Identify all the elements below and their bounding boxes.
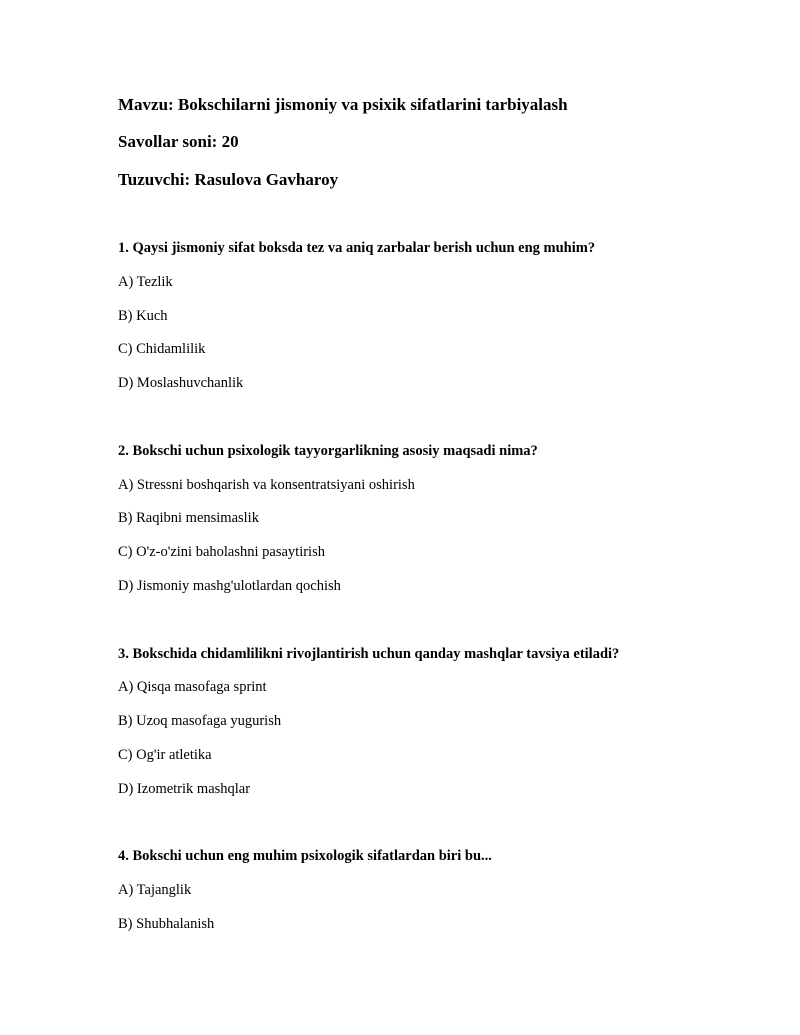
answer-option: D) Izometrik mashqlar	[118, 781, 251, 797]
answer-option: D) Jismoniy mashg'ulotlardan qochish	[118, 578, 341, 594]
question-title: 3. Bokschida chidamlilikni rivojlantirish uchun qanday mashqlar tavsiya etiladi?	[118, 646, 620, 662]
topic-heading: Mavzu: Bokschilarni jismoniy va psixik sifatlarini tarbiyalash	[118, 95, 568, 114]
question-title: 1. Qaysi jismoniy sifat boksda tez va aniq zarbalar berish uchun eng muhim?	[118, 240, 596, 256]
answer-option: A) Tezlik	[118, 274, 173, 290]
answer-option: C) Og'ir atletika	[118, 747, 212, 763]
answer-option: A) Qisqa masofaga sprint	[118, 679, 267, 695]
question-title: 4. Bokschi uchun eng muhim psixologik sifatlardan biri bu...	[118, 848, 492, 864]
answer-option: B) Uzoq masofaga yugurish	[118, 713, 282, 729]
answer-option: A) Stressni boshqarish va konsentratsiyani oshirish	[118, 477, 415, 493]
question-title: 2. Bokschi uchun psixologik tayyorgarlikning asosiy maqsadi nima?	[118, 443, 538, 459]
author-heading: Tuzuvchi: Rasulova Gavharoy	[118, 170, 339, 189]
answer-option: A) Tajanglik	[118, 882, 192, 898]
answer-option: B) Shubhalanish	[118, 916, 215, 932]
answer-option: D) Moslashuvchanlik	[118, 375, 244, 391]
answer-option: B) Raqibni mensimaslik	[118, 510, 259, 526]
question-count-heading: Savollar soni: 20	[118, 132, 239, 151]
answer-option: C) Chidamlilik	[118, 341, 206, 357]
answer-option: C) O'z-o'zini baholashni pasaytirish	[118, 544, 325, 560]
answer-option: B) Kuch	[118, 308, 168, 324]
